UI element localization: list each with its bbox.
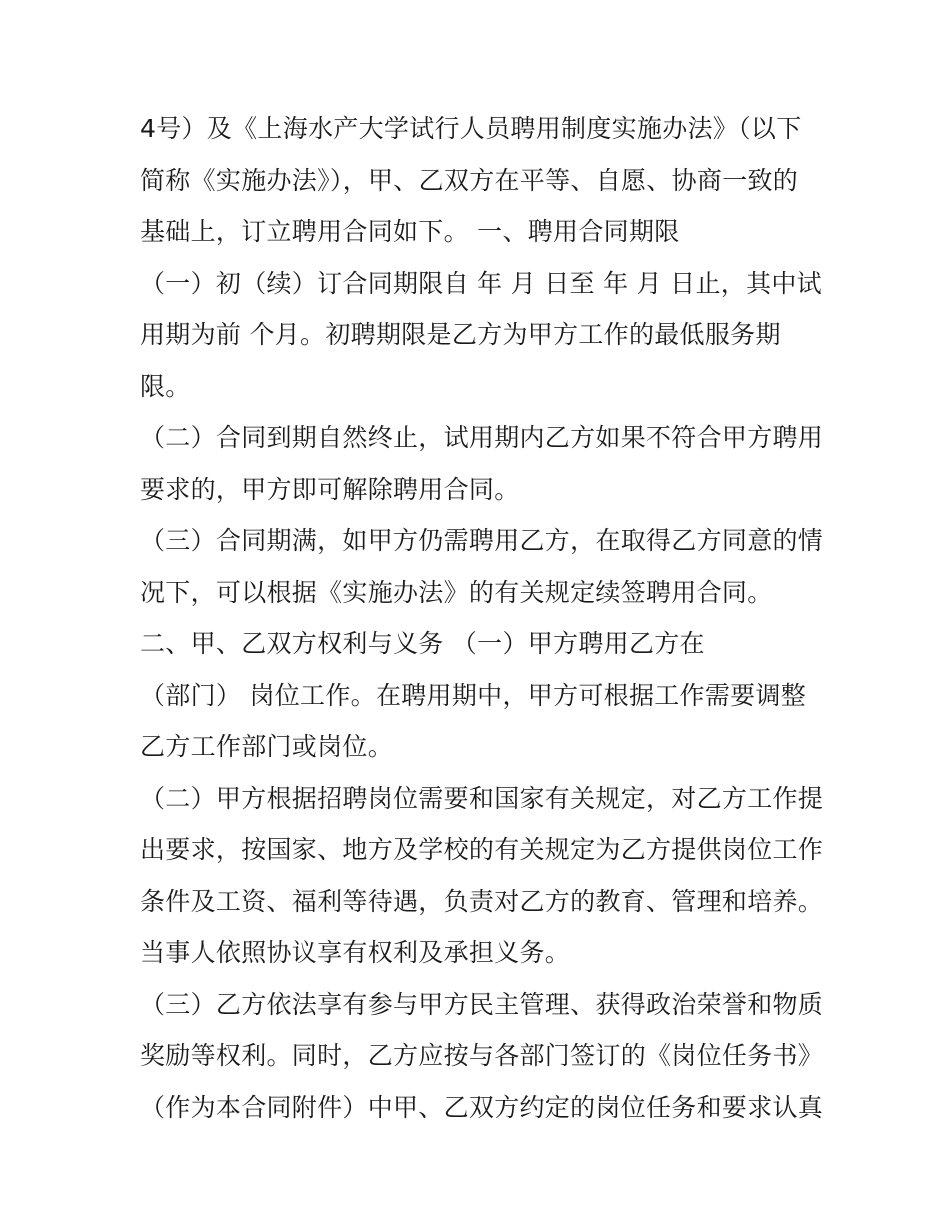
text-line-20: （作为本合同附件）中甲、乙双方约定的岗位任务和要求认真 xyxy=(140,1092,824,1122)
text-line-9: （三）合同期满，如甲方仍需聘用乙方，在取得乙方同意的情 xyxy=(140,526,824,555)
text-line-16: 条件及工资、福利等待遇，负责对乙方的教育、管理和培养。 xyxy=(140,886,824,916)
text-line-2: 简称《实施办法》），甲、乙双方在平等、自愿、协商一致的 xyxy=(140,165,799,195)
text-line-7: （二）合同到期自然终止，试用期内乙方如果不符合甲方聘用 xyxy=(140,423,824,452)
text-line-5: 用期为前 个月。初聘期限是乙方为甲方工作的最低服务期 xyxy=(140,320,781,349)
text-line-18: （三）乙方依法享有参与甲方民主管理、获得政治荣誉和物质 xyxy=(140,989,824,1019)
text-line-8: 要求的，甲方即可解除聘用合同。 xyxy=(140,474,520,504)
text-line-4: （一）初（续）订合同期限自 年 月 日至 年 月 日止，其中试 xyxy=(140,268,822,298)
text-line-19: 奖励等权利。同时，乙方应按与各部门签订的《岗位任务书》 xyxy=(140,1041,824,1070)
text-line-13: 乙方工作部门或岗位。 xyxy=(140,732,394,761)
text-line-15: 出要求，按国家、地方及学校的有关规定为乙方提供岗位工作 xyxy=(140,835,824,864)
text-line-14: （二）甲方根据招聘岗位需要和国家有关规定，对乙方工作提 xyxy=(140,783,824,813)
text-line-11: 二、甲、乙双方权利与义务 （一）甲方聘用乙方在 xyxy=(140,629,705,658)
text-line-1: 4号）及《上海水产大学试行人员聘用制度实施办法》（以下 xyxy=(140,114,802,143)
text-line-17: 当事人依照协议享有权利及承担义务。 xyxy=(140,938,571,967)
text-line-6: 限。 xyxy=(140,371,191,401)
contract-text xyxy=(140,110,830,1140)
text-line-3: 基础上，订立聘用合同如下。 一、聘用合同期限 xyxy=(140,217,680,246)
text-line-10: 况下，可以根据《实施办法》的有关规定续签聘用合同。 xyxy=(140,577,773,607)
text-line-12: （部门） 岗位工作。在聘用期中，甲方可根据工作需要调整 xyxy=(140,680,807,710)
